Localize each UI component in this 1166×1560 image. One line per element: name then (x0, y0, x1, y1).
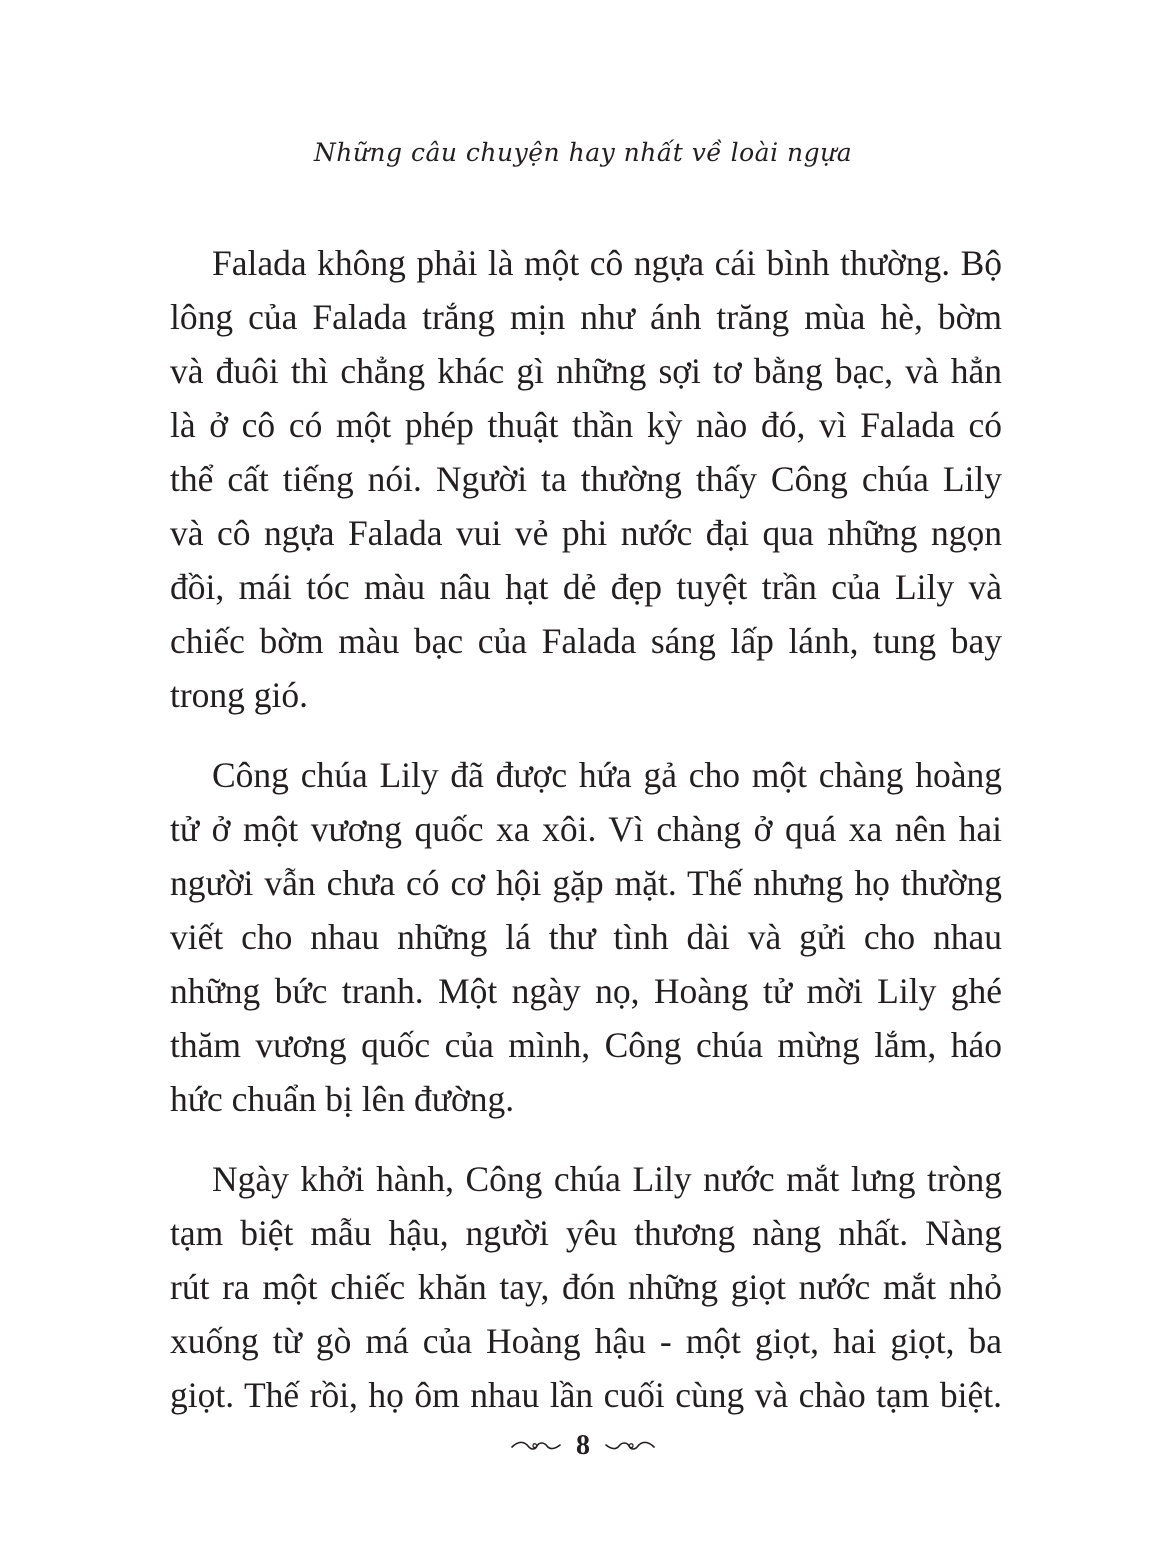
flourish-ornament-icon (604, 1437, 656, 1455)
page-footer (0, 1426, 1166, 1466)
paragraph-2 (170, 748, 1002, 1126)
text-line: người vẫn chưa có cơ hội gặp mặt. Thế nhưng họ thường (170, 863, 1002, 903)
text-line: rút ra một chiếc khăn tay, đón những giọt nước mắt nhỏ (170, 1267, 1002, 1307)
text-line: giọt. Thế rồi, họ ôm nhau lần cuối cùng và chào tạm biệt. (170, 1375, 1002, 1415)
text-line: hức chuẩn bị lên đường. (170, 1079, 515, 1119)
text-line: xuống từ gò má của Hoàng hậu - một giọt, hai giọt, ba (170, 1321, 1002, 1361)
text-line: Công chúa Lily đã được hứa gả cho một chàng hoàng (212, 755, 1002, 795)
text-line: Ngày khởi hành, Công chúa Lily nước mắt lưng tròng (212, 1159, 1002, 1199)
text-line: trong gió. (170, 675, 309, 715)
text-line: chiếc bờm màu bạc của Falada sáng lấp lánh, tung bay (170, 621, 1002, 661)
text-line: thăm vương quốc của mình, Công chúa mừng lắm, háo (170, 1025, 1002, 1065)
text-line: đồi, mái tóc màu nâu hạt dẻ đẹp tuyệt trần của Lily và (170, 567, 1002, 607)
running-header: Những câu chuyện hay nhất về loài ngựa (313, 138, 853, 167)
text-line: viết cho nhau những lá thư tình dài và gửi cho nhau (170, 917, 1002, 957)
text-line: là ở cô có một phép thuật thần kỳ nào đó, vì Falada có (170, 405, 1002, 445)
body-text (170, 236, 1002, 1448)
text-line: lông của Falada trắng mịn như ánh trăng mùa hè, bờm (170, 297, 1002, 337)
text-line: tạm biệt mẫu hậu, người yêu thương nàng nhất. Nàng (170, 1213, 1002, 1253)
text-line: tử ở một vương quốc xa xôi. Vì chàng ở quá xa nên hai (170, 809, 1002, 849)
paragraph-3 (170, 1152, 1002, 1422)
page-number: 8 (576, 1430, 590, 1461)
text-line: những bức tranh. Một ngày nọ, Hoàng tử mời Lily ghé (170, 971, 1002, 1011)
text-line: Falada không phải là một cô ngựa cái bình thường. Bộ (212, 243, 1002, 283)
text-line: thể cất tiếng nói. Người ta thường thấy Công chúa Lily (170, 459, 1002, 499)
text-line: và đuôi thì chẳng khác gì những sợi tơ bằng bạc, và hẳn (170, 351, 1002, 391)
text-line: và cô ngựa Falada vui vẻ phi nước đại qua những ngọn (170, 513, 1002, 553)
paragraph-1 (170, 236, 1002, 722)
flourish-ornament-icon (510, 1437, 562, 1455)
